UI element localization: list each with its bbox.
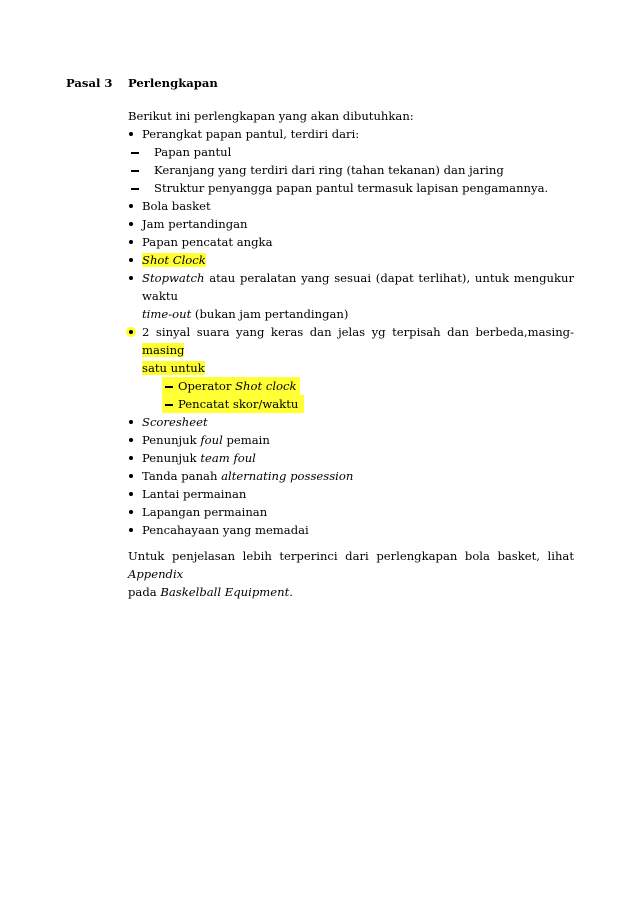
closing-suffix: . xyxy=(289,585,293,599)
list-item-ball: Bola basket xyxy=(128,197,574,215)
signals-text: 2 sinyal suara yang keras dan jelas yg terpisah dan berbeda,masing- xyxy=(142,325,574,339)
list-item-court: Lapangan permainan xyxy=(128,503,574,521)
list-item-shot-clock xyxy=(128,251,574,269)
sublist-item: Keranjang yang terdiri dari ring (tahan tekanan) dan jaring xyxy=(128,161,574,179)
list-item-game-clock: Jam pertandingan xyxy=(128,215,574,233)
list-item-scoreboard: Papan pencatat angka xyxy=(128,233,574,251)
appendix-term: Appendix xyxy=(128,567,184,581)
foul-prefix: Penunjuk xyxy=(142,433,201,447)
highlighted-text: masing xyxy=(142,343,185,357)
list-item-foul xyxy=(128,431,574,449)
list-item-stopwatch xyxy=(128,269,574,323)
equipment-term: Baskelball Equipment xyxy=(160,585,290,599)
intro-text: Berikut ini perlengkapan yang akan dibutuhkan: xyxy=(128,109,414,123)
stopwatch-term: Stopwatch xyxy=(142,271,205,285)
arrow-prefix: Tanda panah xyxy=(142,469,222,483)
stopwatch-line-2 xyxy=(142,305,574,323)
list-item-board xyxy=(128,125,574,143)
article-title: Perlengkapan xyxy=(128,76,218,90)
closing-line-1 xyxy=(128,547,574,583)
list-item-team-foul xyxy=(128,449,574,467)
closing-paragraph xyxy=(128,547,574,601)
sublist-item-recorder xyxy=(128,395,574,413)
foul-suffix: pemain xyxy=(222,433,270,447)
shot-clock-term: Shot Clock xyxy=(142,253,206,267)
sublist-item: Papan pantul xyxy=(128,143,574,161)
list-item-scoresheet xyxy=(128,413,574,431)
article-label: Pasal 3 xyxy=(66,76,113,90)
sublist-item: Struktur penyangga papan pantul termasuk lapisan pengamannya. xyxy=(128,179,574,197)
signals-line-1 xyxy=(142,323,574,359)
timeout-text: (bukan jam pertandingan) xyxy=(191,307,349,321)
stopwatch-line-1 xyxy=(142,269,574,305)
list-item-arrow xyxy=(128,467,574,485)
stopwatch-text: atau peralatan yang sesuai (dapat terlihat), untuk mengukur waktu xyxy=(142,271,574,303)
operator-prefix: Operator xyxy=(178,379,236,393)
sublist-item-operator xyxy=(128,377,574,395)
operator-term: Shot clock xyxy=(235,379,297,393)
team-foul-term: team foul xyxy=(200,451,256,465)
timeout-term: time-out xyxy=(142,307,192,321)
closing-line-2 xyxy=(128,583,574,601)
highlighted-text: satu untuk xyxy=(142,361,205,375)
arrow-term: alternating possession xyxy=(221,469,354,483)
foul-term: foul xyxy=(200,433,223,447)
highlighted-text xyxy=(142,253,206,267)
list-item-signals xyxy=(128,323,574,377)
closing-text: Untuk penjelasan lebih terperinci dari perlengkapan bola basket, lihat xyxy=(128,549,574,563)
list-item-lighting: Pencahayaan yang memadai xyxy=(128,521,574,539)
signals-line-2 xyxy=(142,359,574,377)
scoresheet-term: Scoresheet xyxy=(142,415,208,429)
article-content xyxy=(128,107,574,601)
closing-prefix: pada xyxy=(128,585,161,599)
team-foul-prefix: Penunjuk xyxy=(142,451,201,465)
recorder-text: Pencatat skor/waktu xyxy=(178,397,299,411)
board-label: Perangkat papan pantul, terdiri dari: xyxy=(142,127,360,141)
list-item-floor: Lantai permainan xyxy=(128,485,574,503)
